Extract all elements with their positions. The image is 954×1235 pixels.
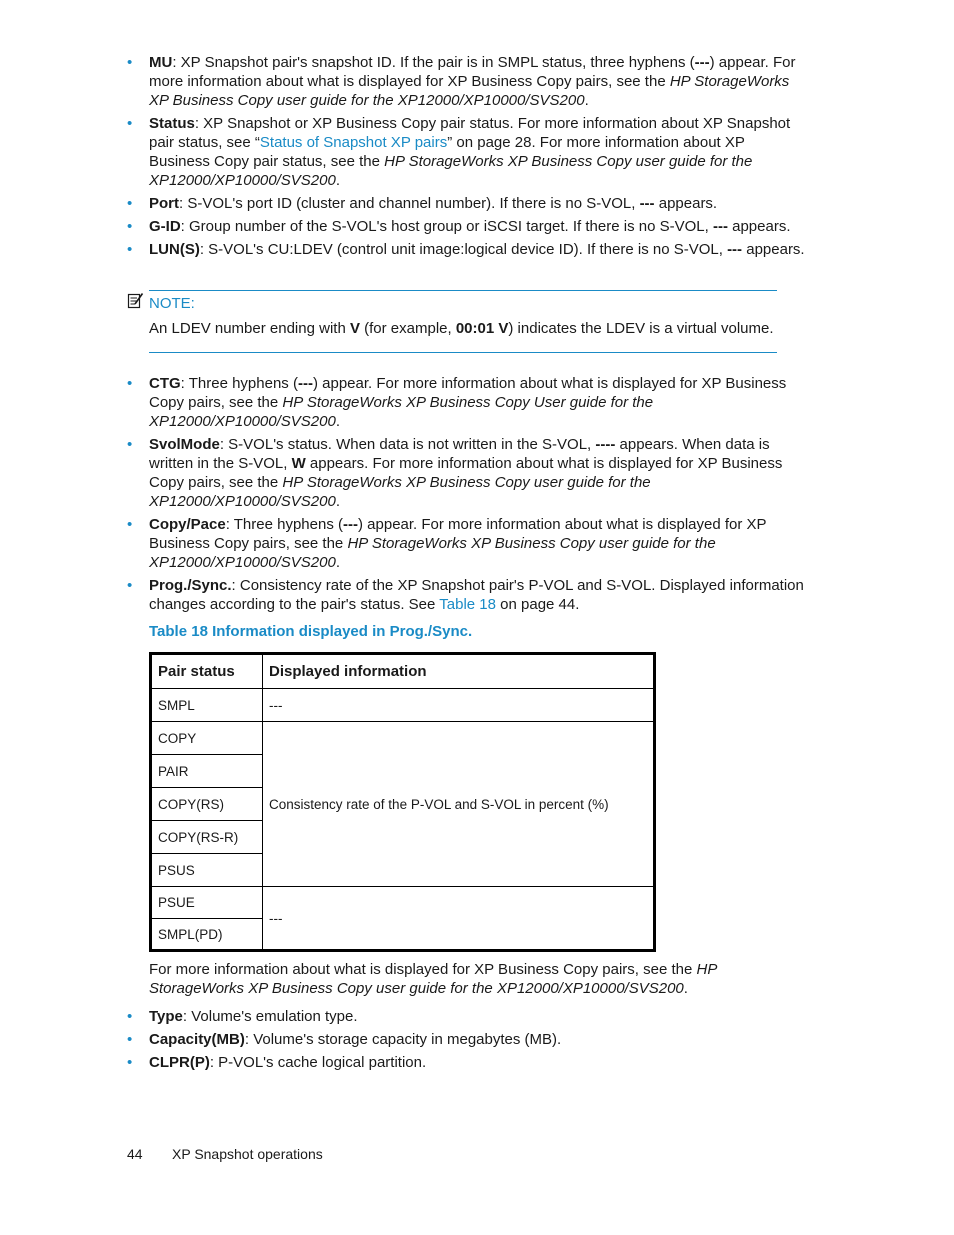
note-top-rule — [149, 290, 777, 291]
bullet-term: Status — [149, 115, 195, 132]
bullet-item-port: • Port: S-VOL's port ID (cluster and channel number). If there is no S-VOL, --- appears. — [127, 195, 718, 212]
cross-reference-link[interactable]: Table 18 — [439, 596, 496, 613]
bullet-item-g-id: • G-ID: Group number of the S-VOL's host group or iSCSI target. If there is no S-VOL, --- appears. — [127, 218, 791, 235]
bullet-item-copy-pace: • Copy/Pace: Three hyphens (---) appear. For more information about what is displayed for XP Business Copy pairs, see the HP StorageWorks XP Business Copy user guide for the XP12000/XP10000/SVS200. — [127, 516, 767, 571]
table-header-displayed-information: Displayed information — [269, 663, 427, 680]
bullet-term: Type — [149, 1008, 183, 1025]
bullet-icon: • — [127, 1031, 133, 1048]
bullet-list-top — [127, 53, 807, 263]
bullet-item-clpr: • CLPR(P): P-VOL's cache logical partition. — [127, 1054, 427, 1071]
table-cell-pair-status: PSUE — [158, 895, 195, 910]
note-text: An LDEV number ending with V (for example, 00:01 V) indicates the LDEV is a virtual volume. — [149, 320, 774, 337]
table-cell-pair-status: SMPL — [158, 697, 195, 713]
note-bottom-rule — [149, 352, 777, 353]
bullet-item-ctg: • CTG: Three hyphens (---) appear. For more information about what is displayed for XP Business Copy pairs, see the HP StorageWorks XP Business Copy User guide for the XP12000/XP10000/SVS200. — [127, 375, 787, 430]
bullet-item-capacity: • Capacity(MB): Volume's storage capacity in megabytes (MB). — [127, 1031, 562, 1048]
bullet-term: Copy/Pace — [149, 516, 226, 533]
footer-section-title: XP Snapshot operations — [172, 1146, 323, 1162]
bullet-list-middle — [127, 374, 807, 618]
bullet-item-type: • Type: Volume's emulation type. — [127, 1008, 358, 1025]
bullet-icon: • — [127, 1008, 133, 1025]
note-label: NOTE: — [149, 295, 195, 312]
table-cell-pair-status: SMPL(PD) — [158, 926, 223, 942]
table-cell-displayed-info-psue: --- — [269, 910, 283, 926]
bullet-icon: • — [127, 195, 133, 212]
bullet-icon: • — [127, 1054, 133, 1071]
bullet-term: SvolMode — [149, 436, 220, 453]
bullet-icon: • — [127, 577, 133, 594]
bullet-icon: • — [127, 436, 133, 453]
bullet-icon: • — [127, 218, 133, 235]
cross-reference-link[interactable]: Status of Snapshot XP pairs — [259, 134, 448, 151]
after-table-paragraph: For more information about what is displayed for XP Business Copy pairs, see the HP StorageWorks XP Business Copy user guide for the XP12000/XP10000/SVS200. — [149, 961, 717, 997]
bullet-term: LUN(S) — [149, 241, 200, 258]
bullet-term: Prog./Sync. — [149, 577, 232, 594]
bullet-term: G-ID — [149, 218, 181, 235]
table-caption: Table 18 Information displayed in Prog./Sync. — [149, 623, 473, 640]
bullet-item-prog-sync: • Prog./Sync.: Consistency rate of the XP Snapshot pair's P-VOL and S-VOL. Displayed information changes according to the pair's status. See Table 18 on page 44. — [127, 577, 804, 613]
bullet-item-svolmode: • SvolMode: S-VOL's status. When data is not written in the S-VOL, ---- appears. When data is written in the S-VOL, W appears. For more information about what is displayed for XP Business Copy pairs, see the HP StorageWorks XP Business Copy user guide for the XP12000/XP10000/SVS200. — [127, 436, 783, 510]
bullet-icon: • — [127, 241, 133, 258]
table-cell-pair-status: COPY — [158, 730, 197, 746]
table-cell-pair-status: COPY(RS-R) — [158, 829, 239, 845]
table-cell-pair-status: PAIR — [158, 763, 189, 779]
bullet-icon: • — [127, 115, 133, 132]
pair-status-table — [149, 652, 656, 952]
bullet-term: CTG — [149, 375, 181, 392]
footer-page-number: 44 — [127, 1146, 143, 1162]
table-header-pair-status: Pair status — [158, 663, 235, 680]
bullet-item-status: • Status: XP Snapshot or XP Business Copy pair status. For more information about XP Snapshot pair status, see “Status of Snapshot XP pairs” on page 28. For more information about XP Business Copy pair status, see the HP StorageWorks XP Business Copy user guide for the XP12000/XP10000/SVS200. — [127, 115, 791, 189]
table-cell-displayed-info-smpl: --- — [269, 697, 283, 713]
bullet-item-mu: • MU: XP Snapshot pair's snapshot ID. If the pair is in SMPL status, three hyphens (---) appear. For more information about what is displayed for XP Business Copy pairs, see the HP StorageWorks XP Business Copy user guide for the XP12000/XP10000/SVS200. — [127, 54, 796, 109]
bullet-term: Port — [149, 195, 179, 212]
table-cell-displayed-info-consistency: Consistency rate of the P-VOL and S-VOL in percent (%) — [269, 796, 609, 812]
table-cell-pair-status: COPY(RS) — [158, 796, 225, 812]
bullet-icon: • — [127, 375, 133, 392]
bullet-term: CLPR(P) — [149, 1054, 210, 1071]
bullet-term: Capacity(MB) — [149, 1031, 245, 1048]
table-cell-pair-status: PSUS — [158, 862, 195, 878]
bullet-icon: • — [127, 54, 133, 71]
bullet-list-bottom — [127, 1007, 807, 1076]
bullet-item-lun-s: • LUN(S): S-VOL's CU:LDEV (control unit image:logical device ID). If there is no S-VOL, --- appears. — [127, 241, 805, 258]
bullet-term: MU — [149, 54, 173, 71]
bullet-icon: • — [127, 516, 133, 533]
note-icon — [127, 292, 144, 309]
